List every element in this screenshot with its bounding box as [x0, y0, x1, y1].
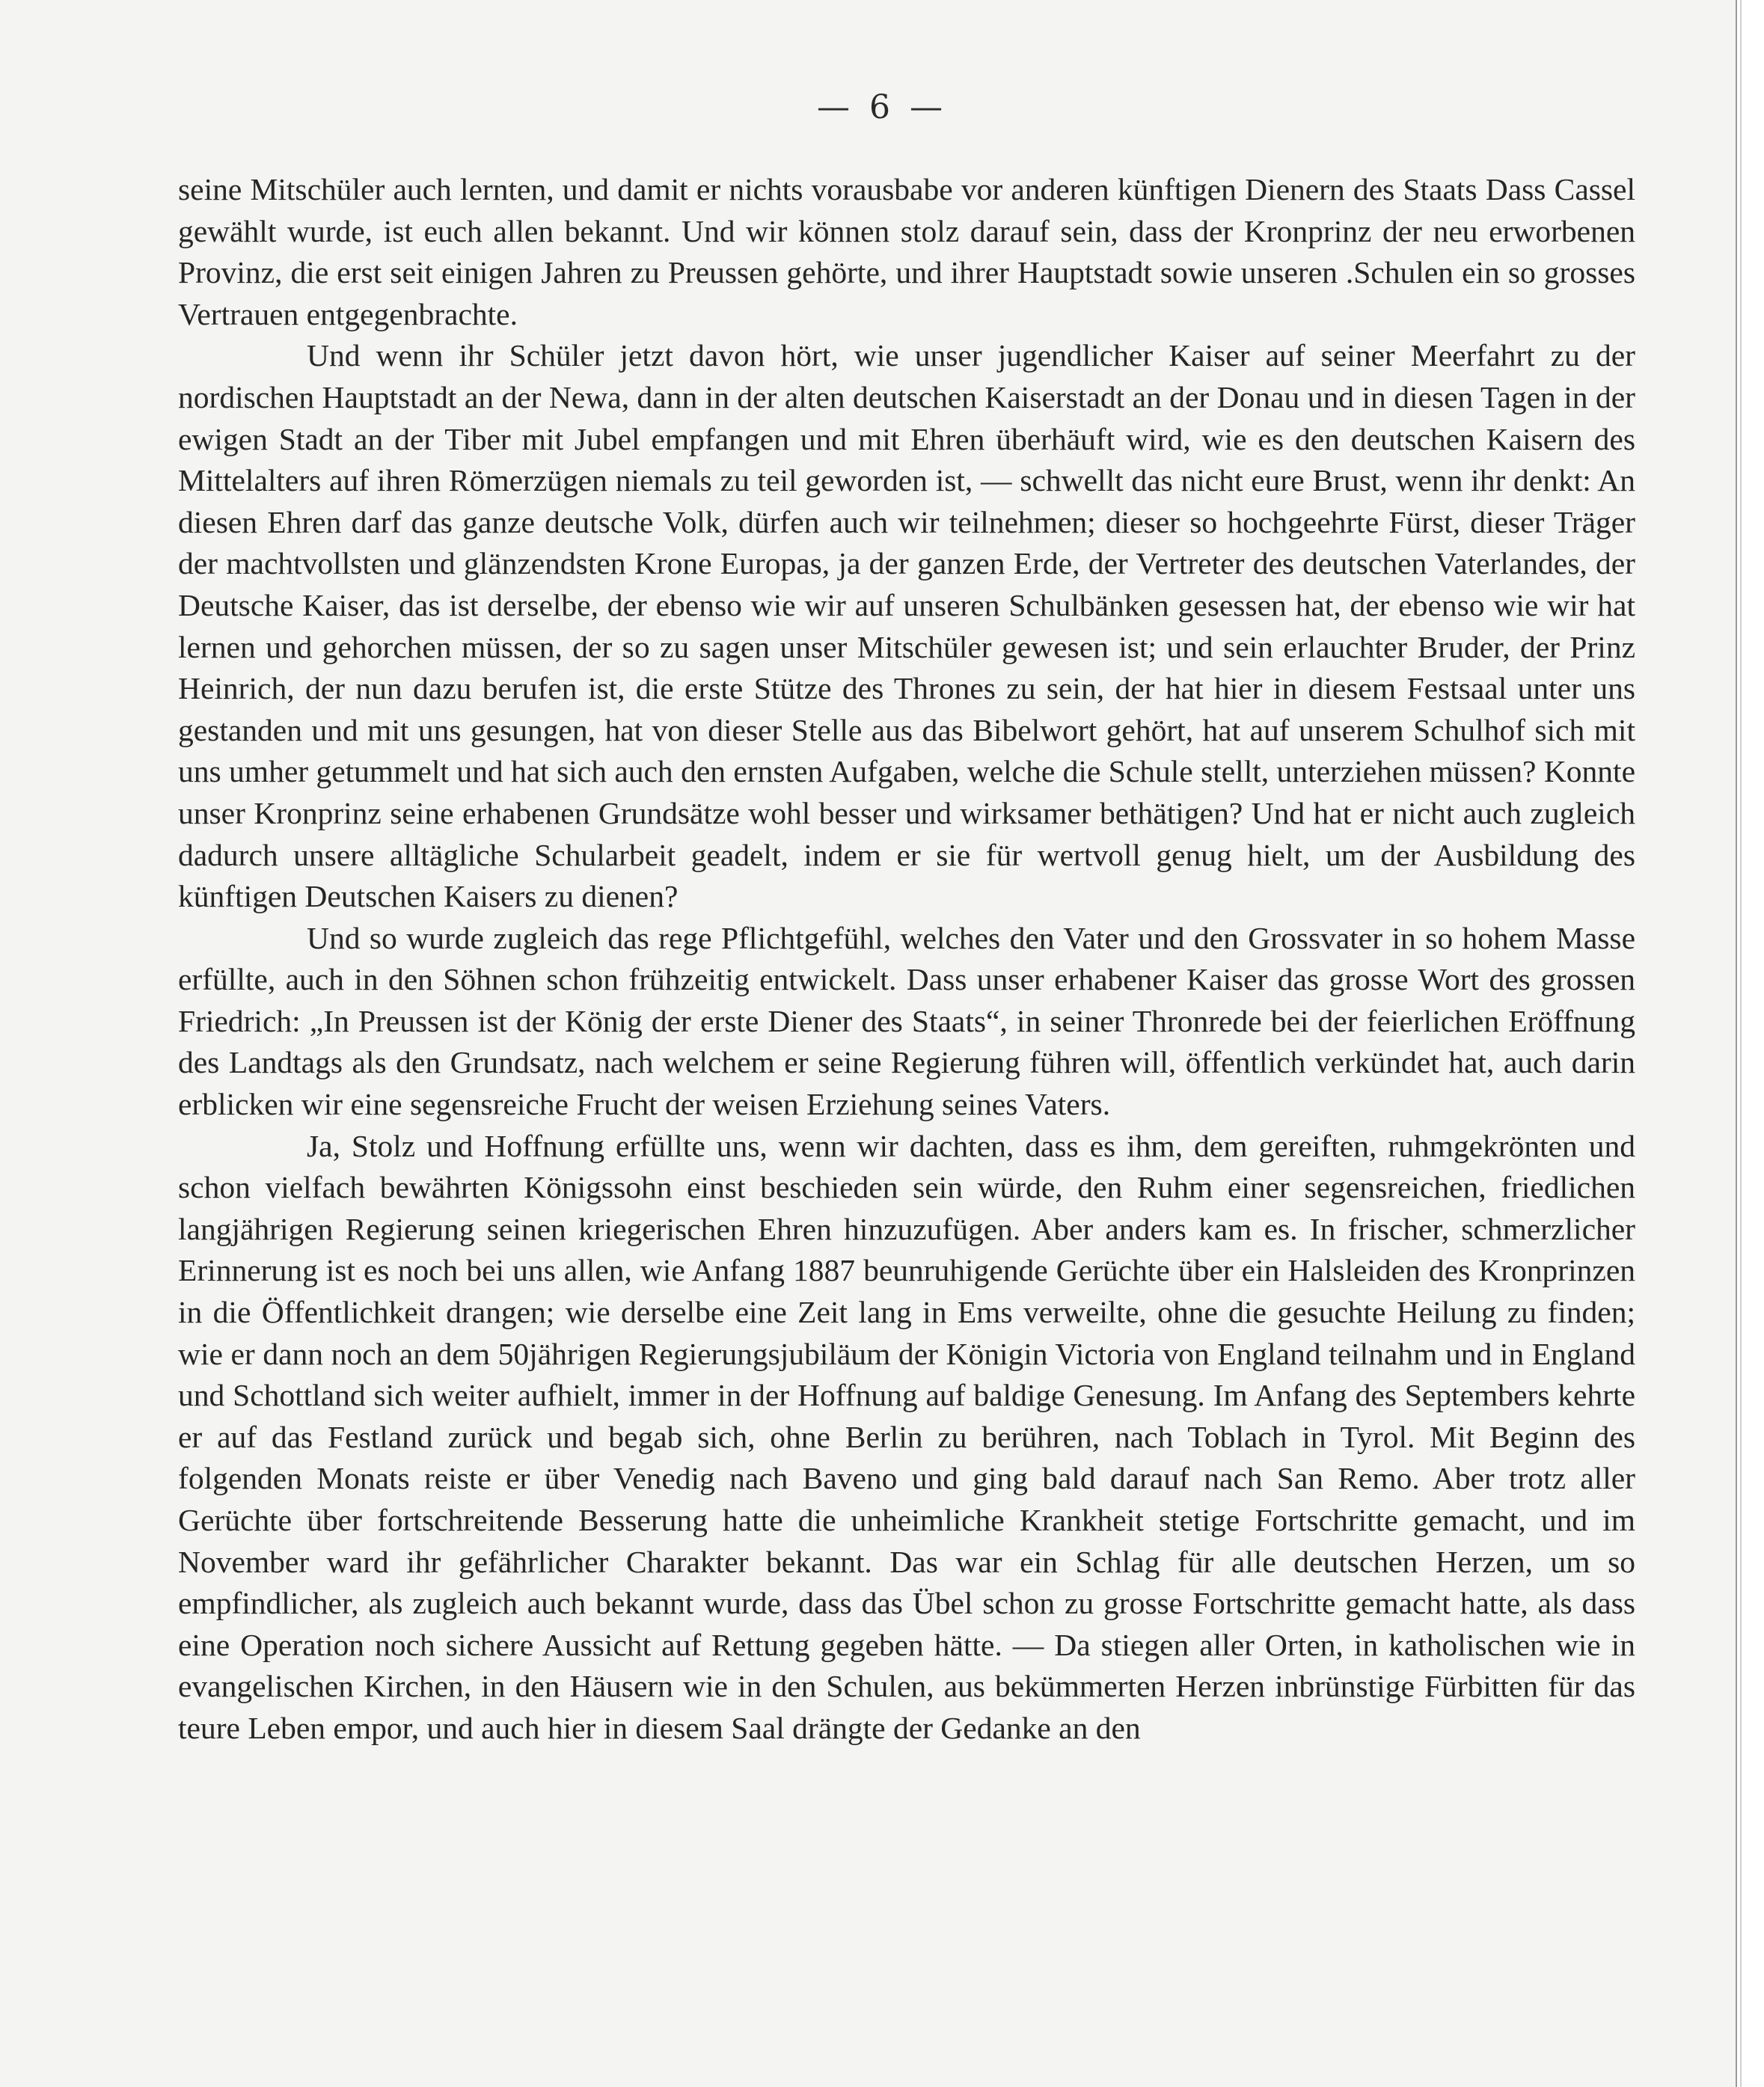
paragraph: Und wenn ihr Schüler jetzt davon hört, wie unser jugendlicher Kaiser auf seiner Meerfahrt zu der nordischen Hauptstadt an der Newa, dann in der alten deutschen Kaiserstadt an der Donau und in diesen Tagen in der ewigen Stadt an der Tiber mit Jubel empfangen und mit Ehren überhäuft wird, wie es den deutschen Kaisern des Mittelalters auf ihren Römerzügen niemals zu teil geworden ist, — schwellt das nicht eure Brust, wenn ihr denkt: An diesen Ehren darf das ganze deutsche Volk, dürfen auch wir teilnehmen; dieser so hochgeehrte Fürst, dieser Träger der machtvollsten und glänzendsten Krone Europas, ja der ganzen Erde, der Vertreter des deutschen Vaterlandes, der Deutsche Kaiser, das ist derselbe, der ebenso wie wir auf unseren Schulbänken gesessen hat, der ebenso wie wir hat lernen und gehorchen müssen, der so zu sagen unser Mitschüler gewesen ist; und sein erlauchter Bruder, der Prinz Heinrich, der nun dazu berufen ist, die erste Stütze des Thrones zu sein, der hat hier in diesem Festsaal unter uns gestanden und mit uns gesungen, hat von dieser Stelle aus das Bibelwort gehört, hat auf unserem Schulhof sich mit uns umher getummelt und hat sich auch den ernsten Aufgaben, welche die Schule stellt, unterziehen müssen? Konnte unser Kronprinz seine erhabenen Grundsätze wohl besser und wirksamer bethätigen? Und hat er nicht auch zugleich dadurch unsere alltägliche Schularbeit geadelt, indem er sie für wertvoll genug hielt, um der Ausbildung des künftigen Deutschen Kaisers zu dienen?	[178, 338, 1635, 914]
body-text	[178, 169, 1635, 1750]
page-edge-line	[1740, 0, 1742, 2087]
paragraph: Ja, Stolz und Hoffnung erfüllte uns, wenn wir dachten, dass es ihm, dem gereiften, ruhmgekrönten und schon vielfach bewährten Königssohn einst beschieden sein würde, den Ruhm einer segensreichen, friedlichen langjährigen Regierung seinen kriegerischen Ehren hinzuzufügen. Aber anders kam es. In frischer, schmerzlicher Erinnerung ist es noch bei uns allen, wie Anfang 1887 beunruhigende Gerüchte über ein Halsleiden des Kronprinzen in die Öffentlichkeit drangen; wie derselbe eine Zeit lang in Ems verweilte, ohne die gesuchte Heilung zu finden; wie er dann noch an dem 50jährigen Regierungsjubiläum der Königin Victoria von England teilnahm und in England und Schottland sich weiter aufhielt, immer in der Hoffnung auf baldige Genesung. Im Anfang des Septembers kehrte er auf das Festland zurück und begab sich, ohne Berlin zu berühren, nach Toblach in Tyrol. Mit Beginn des folgenden Monats reiste er über Venedig nach Baveno und ging bald darauf nach San Remo. Aber trotz aller Gerüchte über fortschreitende Besserung hatte die unheimliche Krankheit stetige Fortschritte gemacht, und im November ward ihr gefährlicher Charakter bekannt. Das war ein Schlag für alle deutschen Herzen, um so empfindlicher, als zugleich auch bekannt wurde, dass das Übel schon zu grosse Fortschritte gemacht hatte, als dass eine Operation noch sichere Aussicht auf Rettung gegeben hätte. — Da stiegen aller Orten, in katholischen wie in evangelischen Kirchen, in den Häusern wie in den Schulen, aus bekümmerten Herzen inbrünstige Fürbitten für das teure Leben empor, und auch hier in diesem Saal drängte der Gedanke an den	[178, 1128, 1635, 1745]
page-number: — 6 —	[817, 88, 947, 126]
paragraph: Und so wurde zugleich das rege Pflichtgefühl, welches den Vater und den Grossvater in so hohem Masse erfüllte, auch in den Söhnen schon frühzeitig entwickelt. Dass unser erhabener Kaiser das grosse Wort des grossen Friedrich: „In Preussen ist der König der erste Diener des Staats“, in seiner Thronrede bei der feierlichen Eröffnung des Landtags als den Grundsatz, nach welchem er seine Regierung führen will, öffentlich verkündet hat, auch darin erblicken wir eine segensreiche Frucht der weisen Erziehung seines Vaters.	[178, 920, 1635, 1122]
paragraph: seine Mitschüler auch lernten, und damit er nichts vorausbabe vor anderen künftigen Dienern des Staats Dass Cassel gewählt wurde, ist euch allen bekannt. Und wir können stolz darauf sein, dass der Kronprinz der neu erworbenen Provinz, die erst seit einigen Jahren zu Preussen gehörte, und ihrer Hauptstadt sowie unseren .Schulen ein so grosses Vertrauen entgegenbrachte.	[178, 172, 1635, 331]
